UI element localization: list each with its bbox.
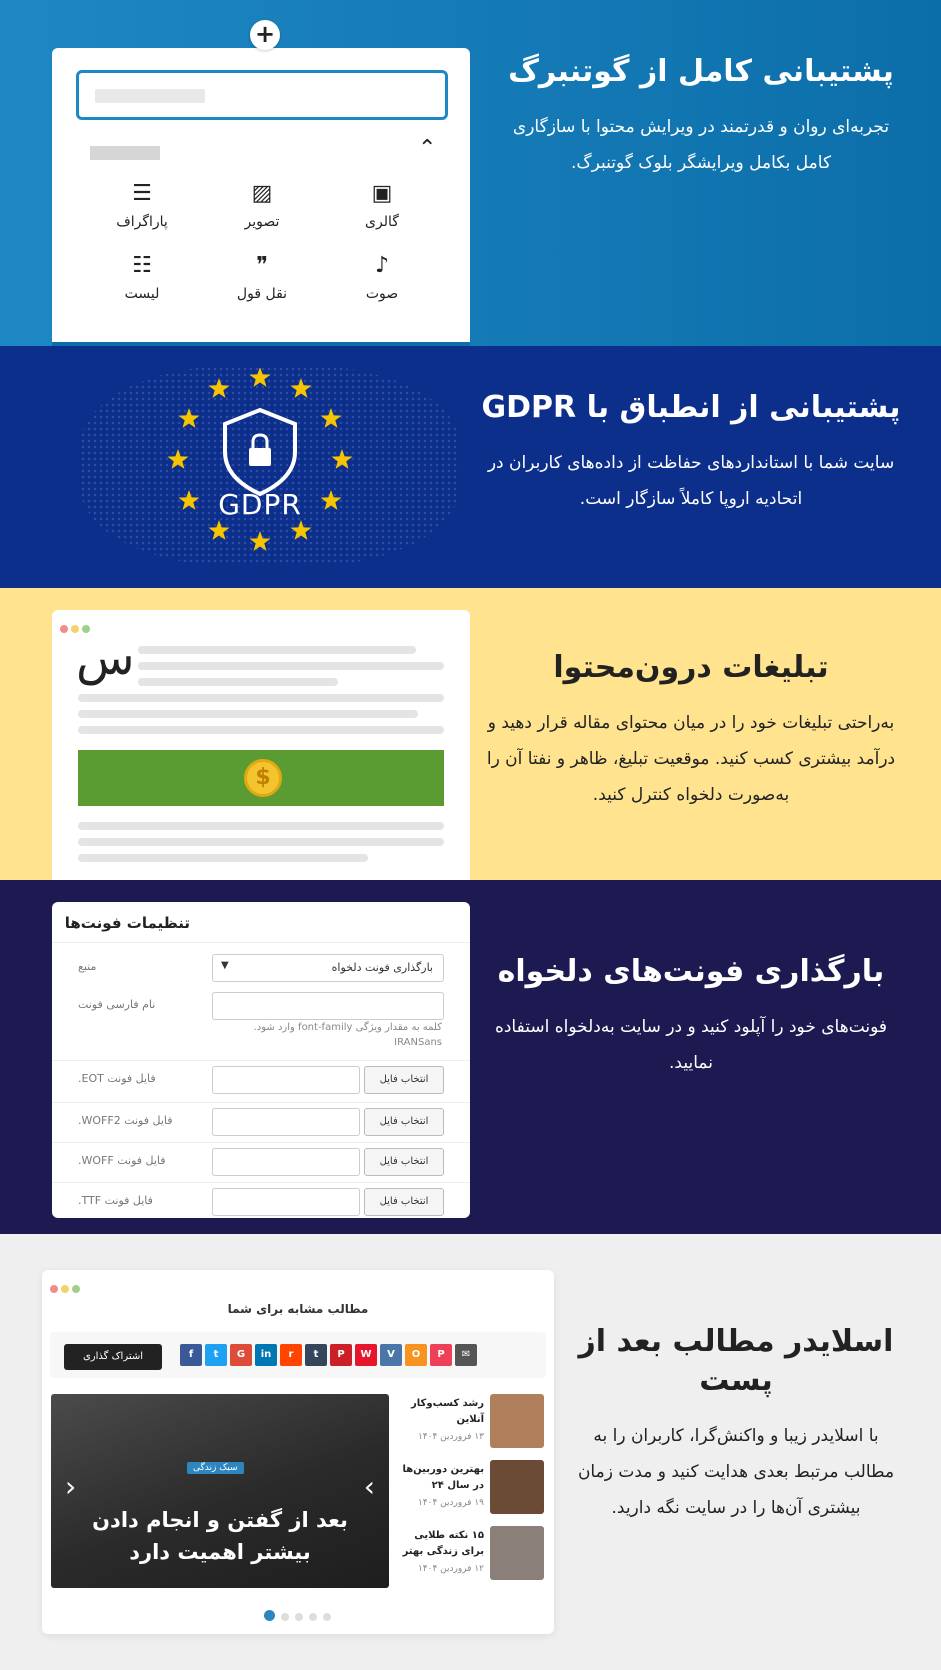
woff-choose-button[interactable]: انتخاب فایل — [364, 1148, 444, 1176]
pager-dot[interactable] — [281, 1613, 289, 1621]
star-icon — [250, 531, 271, 551]
font-name-input[interactable] — [212, 992, 444, 1020]
prev-arrow-icon[interactable]: ‹ — [65, 1470, 77, 1503]
google-icon[interactable]: G — [230, 1344, 252, 1366]
block-list[interactable] — [82, 250, 202, 302]
twitter-icon[interactable]: t — [205, 1344, 227, 1366]
section-text — [481, 388, 901, 517]
tumblr-icon[interactable]: t — [305, 1344, 327, 1366]
font-name-hint: کلمه به مقدار ویژگی font-family وارد شود. IRANSans — [253, 1022, 442, 1048]
block-label: تصویر — [244, 214, 280, 230]
share-bar — [50, 1332, 546, 1378]
pager-dot[interactable] — [323, 1613, 331, 1621]
block-label: صوت — [365, 286, 399, 302]
panel-title: تنظیمات فونت‌ها — [64, 914, 190, 932]
star-icon — [321, 408, 342, 428]
slide[interactable] — [51, 1394, 389, 1588]
share-button[interactable]: اشتراک گذاری — [64, 1344, 162, 1370]
star-icon — [291, 520, 312, 540]
eot-file-input[interactable] — [212, 1066, 360, 1094]
gdpr-emblem — [155, 368, 365, 568]
section-description: با اسلایدر زیبا و واکنش‌گرا، کاربران را به مطالب مرتبط بعدی هدایت کنید و مدت زمان بیشتری آن‌ها را در سایت نگه دارید. — [577, 1426, 895, 1518]
post-slider-section — [0, 1234, 941, 1670]
block-gallery[interactable] — [322, 178, 442, 230]
facebook-icon[interactable]: f — [180, 1344, 202, 1366]
section-title: پشتیبانی کامل از گوتنبرگ — [508, 54, 894, 89]
slide-title[interactable]: بعد از گفتن و انجام دادن بیشتر اهمیت دارد — [92, 1508, 348, 1564]
block-label: لیست — [124, 286, 160, 302]
block-grid — [82, 178, 442, 302]
ad-banner[interactable] — [78, 750, 444, 806]
gutenberg-section — [0, 0, 941, 346]
select-value: بارگذاری فونت دلخواه — [331, 961, 433, 974]
post-thumbnail — [490, 1526, 544, 1580]
social-buttons — [180, 1344, 480, 1366]
block-image[interactable] — [202, 178, 322, 230]
linkedin-icon[interactable]: in — [255, 1344, 277, 1366]
email-icon[interactable]: ✉ — [455, 1344, 477, 1366]
gdpr-section — [0, 346, 941, 588]
slide-category-badge: سبک زندگی — [187, 1462, 244, 1474]
eu-stars-icon — [155, 368, 365, 568]
pager-dot[interactable] — [264, 1610, 275, 1621]
ttf-label: فایل فونت TTF. — [78, 1194, 153, 1207]
section-title: پشتیبانی از انطباق با GDPR — [481, 390, 901, 425]
post-slider-preview — [42, 1270, 554, 1634]
post-title[interactable]: رشد کسب‌وکار آنلاین — [411, 1398, 484, 1425]
section-description: فونت‌های خود را آپلود کنید و در سایت به‌دلخواه استفاده نمایید. — [494, 1017, 888, 1073]
section-description: تجربه‌ای روان و قدرتمند در ویرایش محتوا با سازگاری کامل بکامل ویرایشگر بلوک گوتنبرگ. — [512, 117, 890, 173]
star-icon — [250, 368, 271, 387]
related-posts-title: مطالب مشابه برای شما — [227, 1302, 369, 1316]
section-title: بارگذاری فونت‌های دلخواه — [497, 954, 885, 989]
section-text — [481, 648, 901, 813]
font-settings-panel — [52, 902, 470, 1218]
article-preview — [52, 610, 470, 880]
block-audio[interactable] — [322, 250, 442, 302]
caret-down-icon: ▼ — [221, 960, 229, 971]
eot-choose-button[interactable]: انتخاب فایل — [364, 1066, 444, 1094]
woff-file-input[interactable] — [212, 1148, 360, 1176]
ok-icon[interactable]: O — [405, 1344, 427, 1366]
post-title[interactable]: بهترین دوربین‌ها در سال ۲۴ — [402, 1464, 484, 1491]
ttf-choose-button[interactable]: انتخاب فایل — [364, 1188, 444, 1216]
audio-icon: ♪ — [374, 253, 390, 278]
section-title: تبلیغات درون‌محتوا — [553, 650, 829, 685]
vk-icon[interactable]: V — [380, 1344, 402, 1366]
window-dots — [50, 1278, 83, 1297]
star-icon — [291, 378, 312, 398]
list-item[interactable] — [398, 1460, 544, 1526]
woff2-choose-button[interactable]: انتخاب فایل — [364, 1108, 444, 1136]
pager-dot[interactable] — [295, 1613, 303, 1621]
section-text — [481, 952, 901, 1081]
woff2-label: فایل فونت WOFF2. — [78, 1114, 173, 1127]
list-item[interactable] — [398, 1526, 544, 1592]
section-description: به‌راحتی تبلیغات خود را در میان محتوای مقاله قرار دهید و درآمد بیشتری کسب کنید. موقعیت تبلیغ، ظاهر و نفتا آن را به‌صورت دلخواه کنترل کنید. — [486, 713, 896, 805]
gallery-icon: ▣ — [371, 181, 393, 206]
post-date: ۱۳ فروردین ۱۴۰۴ — [417, 1432, 484, 1442]
woff2-file-input[interactable] — [212, 1108, 360, 1136]
fonts-section — [0, 880, 941, 1234]
weibo-icon[interactable]: W — [355, 1344, 377, 1366]
slider-pagination — [264, 1606, 337, 1625]
add-block-button[interactable]: + — [250, 20, 280, 50]
post-thumbnail — [490, 1394, 544, 1448]
block-paragraph[interactable] — [82, 178, 202, 230]
post-date: ۱۲ فروردین ۱۴۰۴ — [417, 1564, 484, 1574]
post-title[interactable]: ۱۵ نکته طلایی برای زندگی بهتر — [402, 1530, 484, 1557]
pocket-icon[interactable]: P — [430, 1344, 452, 1366]
star-icon — [209, 378, 230, 398]
pager-dot[interactable] — [309, 1613, 317, 1621]
block-inserter-panel — [52, 48, 470, 346]
section-text — [501, 52, 901, 181]
star-icon — [179, 408, 200, 428]
block-label: پاراگراف — [116, 214, 168, 230]
category-label-bar — [90, 146, 160, 160]
pinterest-icon[interactable]: P — [330, 1344, 352, 1366]
post-date: ۱۹ فروردین ۱۴۰۴ — [417, 1498, 484, 1508]
coin-icon: $ — [244, 759, 282, 797]
drop-cap: س — [76, 630, 135, 686]
reddit-icon[interactable]: r — [280, 1344, 302, 1366]
woff-label: فایل فونت WOFF. — [78, 1154, 166, 1167]
block-label: گالری — [365, 214, 399, 230]
section-text — [571, 1322, 901, 1526]
eot-label: فایل فونت EOT. — [78, 1072, 156, 1085]
chevron-up-icon[interactable]: ⌃ — [418, 136, 437, 161]
source-label: منبع — [78, 960, 97, 973]
font-source-select[interactable] — [212, 954, 444, 982]
list-icon: ☷ — [132, 253, 152, 278]
ads-section — [0, 588, 941, 880]
image-icon: ▨ — [251, 181, 273, 206]
section-description: سایت شما با استانداردهای حفاظت از داده‌های کاربران در اتحادیه اروپا کاملاً سازگار است. — [487, 453, 895, 509]
next-arrow-icon[interactable]: › — [363, 1470, 375, 1503]
font-name-label: نام فارسی فونت — [78, 998, 156, 1011]
star-icon — [209, 520, 230, 540]
related-posts-list — [398, 1394, 544, 1592]
post-thumbnail — [490, 1460, 544, 1514]
gdpr-label: GDPR — [218, 488, 302, 521]
paragraph-icon: ☰ — [132, 181, 152, 206]
block-label: نقل قول — [236, 286, 288, 302]
quote-icon: ❞ — [256, 253, 268, 278]
ttf-file-input[interactable] — [212, 1188, 360, 1216]
section-title: اسلایدر مطالب بعد از پست — [578, 1324, 894, 1398]
list-item[interactable] — [398, 1394, 544, 1460]
block-quote[interactable] — [202, 250, 322, 302]
star-icon — [332, 449, 353, 469]
block-search-input[interactable] — [76, 70, 448, 120]
search-placeholder-bar — [95, 89, 205, 103]
star-icon — [168, 449, 189, 469]
